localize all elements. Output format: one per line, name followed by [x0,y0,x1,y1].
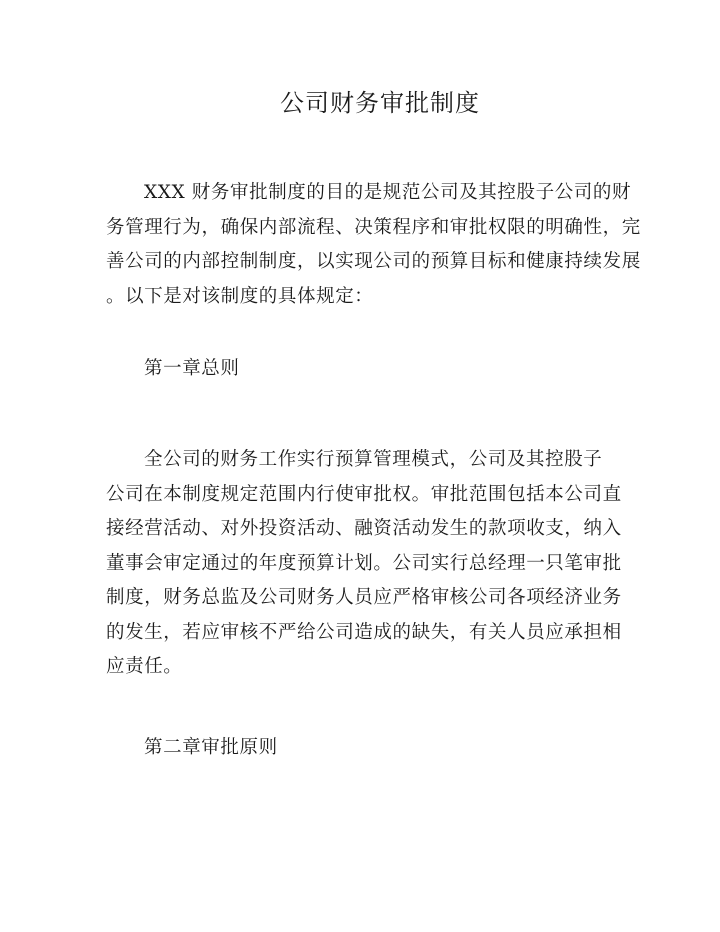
intro-paragraph [106,176,641,314]
paragraph-line: 制度，财务总监及公司财务人员应严格审核公司各项经济业务 [106,587,622,608]
paragraph-line: 的发生，若应审核不严给公司造成的缺失，有关人员应承担相 [106,621,622,643]
chapter2-heading: 第二章审批原则 [144,737,278,758]
paragraph-line: 全公司的财务工作实行预算管理模式，公司及其控股子 [144,449,603,470]
paragraph-line: XXX 财务审批制度的目的是规范公司及其控股子公司的财 [144,182,632,203]
paragraph-line: 接经营活动、对外投资活动、融资活动发生的款项收支，纳入 [106,518,622,539]
chapter1-paragraph [106,443,638,685]
paragraph-line: 应责任。 [106,656,183,677]
paragraph-line: 公司在本制度规定范围内行使审批权。审批范围包括本公司直 [106,483,622,505]
chapter1-heading: 第一章总则 [144,358,240,379]
paragraph-line: 善公司的内部控制制度，以实现公司的预算目标和健康持续发展 [106,251,641,272]
paragraph-line: 务管理行为，确保内部流程、决策程序和审批权限的明确性，完 [106,216,641,238]
paragraph-line: 。以下是对该制度的具体规定： [106,285,374,307]
document-title: 公司财务审批制度 [280,89,480,117]
paragraph-line: 董事会审定通过的年度预算计划。公司实行总经理一只笔审批 [106,552,622,574]
